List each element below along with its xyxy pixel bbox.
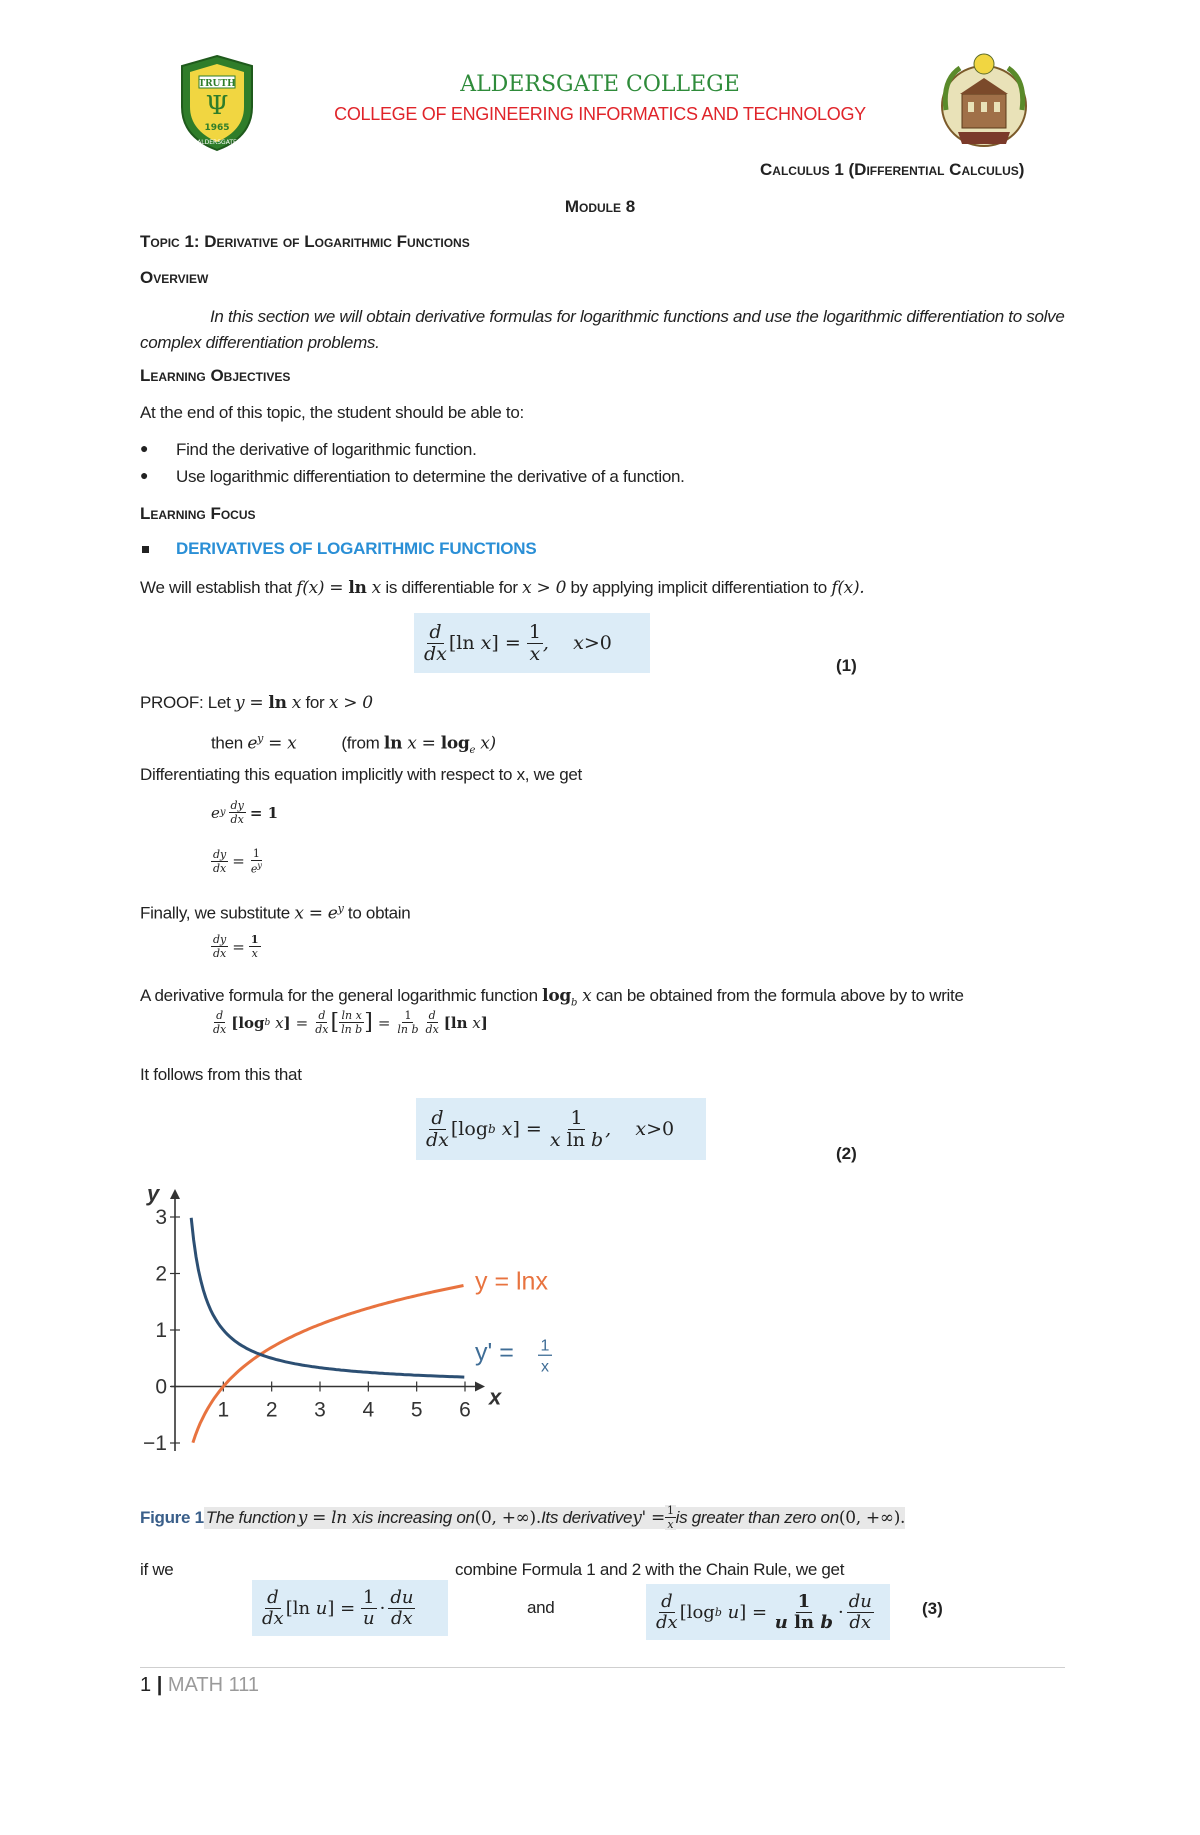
log-derivative-chart	[140, 1175, 620, 1475]
combine-text: combine Formula 1 and 2 with the Chain Rule, we get	[455, 1560, 845, 1579]
objectives-intro: At the end of this topic, the student should be able to:	[140, 403, 524, 422]
combine-pre: if we	[140, 1560, 174, 1579]
objective-item: Find the derivative of logarithmic function.	[176, 440, 477, 459]
equation-chain-ln: $\frac{d}{dx}$ [ln u ] = $\frac{1}{u}$ · $\frac{du}{dx}$	[252, 1580, 448, 1636]
y-tick-label: 0	[155, 1375, 167, 1399]
establish-line: We will establish that f(x) = ln x is differentiable for x > 0 by applying implicit differentiation to f(x).	[140, 578, 865, 598]
differentiating-text: Differentiating this equation implicitly with respect to x, we get	[140, 765, 582, 784]
footer	[140, 1674, 259, 1697]
reciprocal-series-label: y' =	[475, 1338, 514, 1367]
equation-dydx-x: $\frac{dy}{dx}$ = $\frac{1}{x}$	[213, 933, 259, 960]
reciprocal-label-numerator: 1	[540, 1337, 550, 1355]
svg-text:Ψ: Ψ	[205, 91, 229, 121]
equation-dydx-ey: $\frac{dy}{dx}$ = $\frac{1}{e^y}$	[213, 847, 262, 876]
and-text: and	[527, 1598, 555, 1617]
equation-1-label: (1)	[836, 656, 857, 675]
svg-text:ALDERSGATE: ALDERSGATE	[197, 139, 237, 146]
proof-line: PROOF: Let y = ln x for x > 0	[140, 693, 373, 713]
x-axis-arrow	[475, 1382, 485, 1392]
finally-line: Finally, we substitute $x = e^y$ to obtain	[140, 902, 411, 924]
reciprocal-label-denominator: x	[541, 1358, 549, 1376]
y-tick-label: 1	[155, 1319, 167, 1342]
equation-2: $\frac{d}{dx}$ [log b x ] = $\frac{1}{\text{x ln b}}$ , x > 0	[416, 1098, 706, 1160]
footer-rule	[140, 1667, 1065, 1668]
x-tick-label: 3	[314, 1398, 326, 1422]
department-name: COLLEGE OF ENGINEERING INFORMATICS AND TECHNOLOGY	[334, 104, 866, 124]
equation-2-label: (2)	[836, 1144, 857, 1163]
page-number: 1	[140, 1674, 152, 1696]
overview-text: In this section we will obtain derivative formulas for logarithmic functions and use the logarithmic differentiation to solve complex differentiation problems.	[140, 307, 1065, 352]
follows-text: It follows from this that	[140, 1065, 302, 1084]
overview-heading: Overview	[140, 268, 209, 287]
then-line: then $e^y = x$ (from $\ln x = \log_e x$)	[211, 732, 496, 757]
reciprocal-curve	[191, 1218, 464, 1377]
left-logo	[172, 52, 262, 152]
module-title: Module 8	[564, 197, 636, 216]
footer-course: MATH 111	[167, 1674, 259, 1696]
equation-3-label: (3)	[922, 1599, 943, 1618]
equation-implicit: e y $\frac{dy}{dx}$ = 1	[211, 799, 279, 826]
ln-curve	[193, 1286, 464, 1443]
y-tick-label: −1	[143, 1432, 167, 1455]
y-tick-label: 2	[155, 1262, 167, 1286]
x-tick-label: 1	[217, 1398, 230, 1422]
objectives-heading: Learning Objectives	[140, 366, 291, 385]
equation-general-log: $\frac{d}{dx}$ [log b x ] = $\frac{d}{dx}$ [ $\frac{\text{ln x}}{\text{ln b}}$ ] = $\frac{1}{\text{ln b}}$ $\frac{d}{dx}$ [ln x ]	[213, 1009, 488, 1036]
ln-series-label: y = lnx	[475, 1267, 548, 1296]
y-axis-label: y	[147, 1181, 160, 1206]
y-axis-arrow	[170, 1189, 180, 1199]
figure-caption: Figure 1 The function y = ln x is increasing on (0, +∞). Its derivative y' = $\frac{1}{x}$ is greater than zero on (0, +∞).	[140, 1504, 906, 1531]
x-tick-label: 5	[410, 1398, 423, 1422]
bullet-icon: ●	[140, 440, 149, 456]
footer-separator: |	[156, 1674, 163, 1696]
focus-subheading: DERIVATIVES OF LOGARITHMIC FUNCTIONS	[176, 539, 537, 558]
x-tick-label: 6	[459, 1398, 471, 1422]
equation-1: $\frac{d}{dx}$ [ln x ] = $\frac{1}{x}$ , x > 0	[414, 613, 650, 673]
x-axis-label: x	[489, 1384, 502, 1410]
right-logo	[938, 50, 1030, 150]
bullet-icon: ●	[140, 467, 149, 483]
course-title: Calculus 1 (Differential Calculus)	[760, 160, 1025, 179]
svg-text:1965: 1965	[204, 123, 230, 133]
college-name: ALDERSGATE COLLEGE	[460, 72, 740, 97]
general-line: A derivative formula for the general logarithmic function $\log_b x$ can be obtained from the formula above by to write	[140, 986, 964, 1009]
x-tick-label: 2	[265, 1398, 278, 1422]
objective-item: Use logarithmic differentiation to determine the derivative of a function.	[176, 467, 685, 486]
y-tick-label: 3	[155, 1206, 167, 1229]
focus-heading: Learning Focus	[140, 504, 256, 523]
x-tick-label: 4	[362, 1398, 375, 1422]
topic-title: Topic 1: Derivative of Logarithmic Functions	[140, 232, 470, 251]
logo-truth-text: TRUTH	[198, 79, 236, 89]
equation-chain-log: $\frac{d}{dx}$ [log b u ] = $\frac{1}{\text{u ln b}}$ · $\frac{du}{dx}$	[646, 1584, 890, 1640]
square-bullet-icon	[142, 546, 149, 553]
